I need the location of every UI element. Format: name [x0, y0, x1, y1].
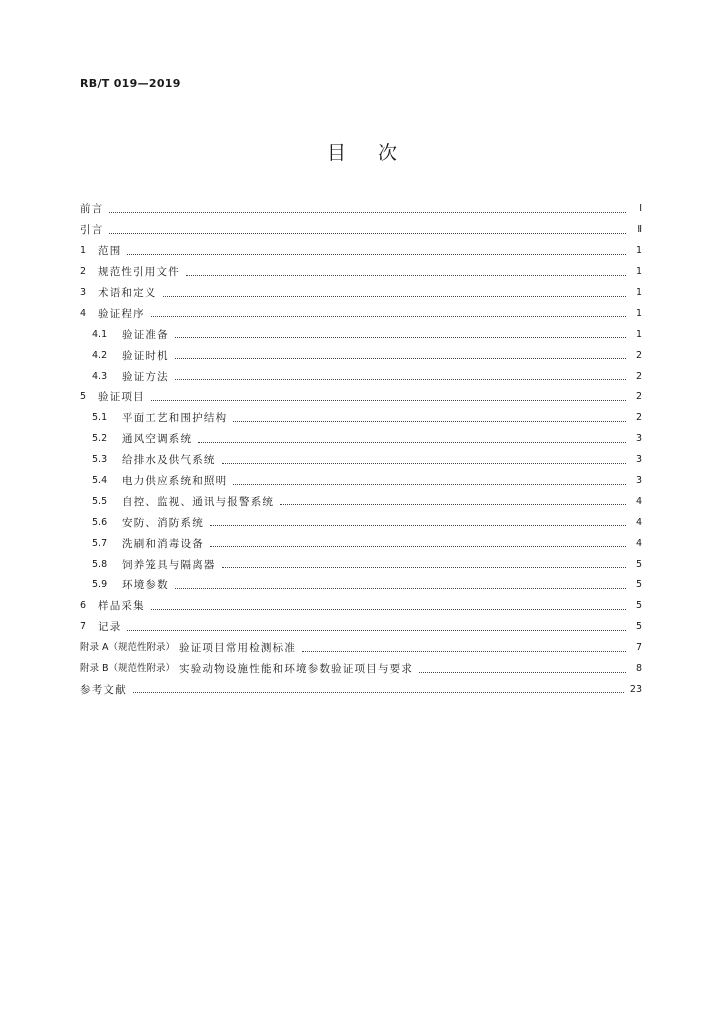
toc-entry[interactable]: [80, 262, 642, 283]
toc-entry[interactable]: [80, 450, 642, 471]
toc-entry-number: 6: [80, 600, 87, 612]
toc-leader-dots: [133, 692, 624, 693]
toc-entry-label: 范围: [98, 245, 122, 258]
toc-entry-number: 5.9: [92, 579, 108, 591]
toc-entry-page: 2: [635, 412, 642, 424]
toc-entry-number: 5.2: [92, 433, 108, 445]
toc-leader-dots: [151, 609, 626, 610]
toc-entry-page: 1: [635, 266, 642, 278]
toc-leader-dots: [175, 358, 626, 359]
toc-entry-label: 自控、监视、通讯与报警系统: [122, 495, 275, 508]
toc-entry-number: 5.8: [92, 558, 108, 570]
toc-entry[interactable]: [80, 617, 642, 638]
toc-entry-page: 1: [635, 328, 642, 340]
toc-entry-page: 5: [635, 600, 642, 612]
toc-leader-dots: [198, 442, 626, 443]
table-of-contents: [80, 199, 642, 700]
toc-leader-dots: [210, 525, 626, 526]
toc-entry[interactable]: [80, 387, 642, 408]
toc-entry-number: 5.3: [92, 454, 108, 466]
toc-entry[interactable]: [80, 220, 642, 241]
toc-leader-dots: [151, 400, 626, 401]
toc-leader-dots: [109, 233, 626, 234]
toc-entry[interactable]: [80, 429, 642, 450]
toc-entry-page: 3: [635, 433, 642, 445]
toc-entry-page: 1: [635, 245, 642, 257]
toc-entry-number: 2: [80, 266, 87, 278]
toc-leader-dots: [233, 484, 626, 485]
toc-entry-page: 2: [635, 391, 642, 403]
toc-entry-label: 环境参数: [122, 579, 169, 592]
toc-entry-label: 饲养笼具与隔离器: [122, 558, 216, 571]
toc-leader-dots: [175, 379, 626, 380]
toc-entry[interactable]: [80, 575, 642, 596]
toc-leader-dots: [222, 567, 626, 568]
toc-entry[interactable]: [80, 533, 642, 554]
toc-entry-page: 4: [635, 516, 642, 528]
toc-leader-dots: [222, 463, 626, 464]
toc-entry-page: 3: [635, 475, 642, 487]
toc-leader-dots: [233, 421, 626, 422]
toc-entry[interactable]: [80, 596, 642, 617]
toc-entry-page: 3: [635, 454, 642, 466]
toc-entry[interactable]: [80, 199, 642, 220]
toc-entry-label: 平面工艺和围护结构: [122, 412, 228, 425]
toc-entry-label: 通风空调系统: [122, 433, 193, 446]
toc-leader-dots: [302, 651, 626, 652]
toc-entry-page: 7: [635, 642, 642, 654]
toc-entry-label: 实验动物设施性能和环境参数验证项目与要求: [179, 663, 414, 676]
toc-entry-label: 验证准备: [122, 328, 169, 341]
toc-entry-label: 验证项目: [98, 391, 145, 404]
toc-entry-page: Ⅱ: [637, 224, 642, 236]
toc-entry-number: 3: [80, 287, 87, 298]
toc-entry-label: 洗刷和消毒设备: [122, 537, 204, 550]
toc-entry-number: 1: [80, 245, 87, 257]
toc-entry[interactable]: [80, 366, 642, 387]
toc-entry-page: 2: [635, 349, 642, 361]
toc-leader-dots: [175, 337, 626, 338]
toc-entry[interactable]: [80, 471, 642, 492]
toc-entry-number: 5.6: [92, 516, 108, 528]
toc-entry-label: 术语和定义: [98, 287, 157, 299]
toc-entry-label: 验证方法: [122, 370, 169, 383]
toc-entry[interactable]: [80, 303, 642, 324]
toc-entry-label: 验证时机: [122, 349, 169, 362]
toc-entry-page: 1: [635, 307, 642, 319]
toc-entry-page: 4: [635, 537, 642, 549]
toc-entry-label: 给排水及供气系统: [122, 454, 216, 467]
toc-entry-label: 验证程序: [98, 307, 145, 320]
toc-entry[interactable]: [80, 679, 642, 700]
toc-entry[interactable]: [80, 659, 642, 680]
toc-leader-dots: [280, 504, 626, 505]
toc-entry-number: 5.5: [92, 495, 108, 507]
toc-entry-page: 5: [635, 579, 642, 591]
toc-entry-label: 验证项目常用检测标准: [179, 642, 297, 655]
toc-entry[interactable]: [80, 408, 642, 429]
toc-entry-label: 样品采集: [98, 600, 145, 613]
toc-entry-number: 5.7: [92, 537, 108, 549]
toc-entry-number: 附录 B（规范性附录）: [80, 663, 176, 675]
toc-entry-number: 4: [80, 307, 87, 319]
toc-entry-page: 2: [635, 370, 642, 382]
toc-leader-dots: [127, 630, 626, 631]
toc-leader-dots: [210, 546, 626, 547]
toc-entry-page: 5: [635, 558, 642, 570]
toc-entry[interactable]: [80, 241, 642, 262]
toc-entry-page: Ⅰ: [639, 203, 642, 215]
toc-entry-number: 附录 A（规范性附录）: [80, 642, 176, 654]
toc-entry-number: 5: [80, 391, 87, 403]
toc-entry[interactable]: [80, 324, 642, 345]
page-title: 目次: [326, 142, 429, 164]
toc-entry-label: 规范性引用文件: [98, 266, 180, 279]
document-code: RB/T 019—2019: [80, 77, 181, 90]
toc-entry-number: 4.2: [92, 349, 108, 361]
toc-entry-page: 5: [635, 621, 642, 633]
toc-entry-label: 安防、消防系统: [122, 516, 204, 529]
toc-entry[interactable]: [80, 283, 642, 304]
toc-entry-number: 4.3: [92, 370, 108, 382]
toc-entry-page: 1: [635, 287, 642, 298]
toc-entry-page: 23: [629, 683, 642, 695]
toc-entry-number: 4.1: [92, 328, 108, 340]
toc-leader-dots: [163, 296, 627, 297]
toc-entry-page: 4: [635, 495, 642, 507]
toc-entry-label: 记录: [98, 621, 122, 634]
toc-entry[interactable]: [80, 512, 642, 533]
toc-entry[interactable]: [80, 554, 642, 575]
toc-entry[interactable]: [80, 491, 642, 512]
toc-entry-number: 5.4: [92, 475, 108, 487]
toc-leader-dots: [186, 275, 626, 276]
toc-entry-number: 5.1: [92, 412, 108, 424]
toc-entry[interactable]: [80, 638, 642, 659]
toc-leader-dots: [175, 588, 626, 589]
toc-leader-dots: [127, 254, 626, 255]
toc-leader-dots: [109, 212, 626, 213]
toc-leader-dots: [419, 672, 626, 673]
toc-entry-number: 7: [80, 621, 87, 633]
toc-entry[interactable]: [80, 345, 642, 366]
toc-leader-dots: [151, 316, 626, 317]
toc-entry-label: 前言: [80, 203, 104, 216]
toc-entry-label: 电力供应系统和照明: [122, 475, 228, 488]
toc-entry-page: 8: [635, 663, 642, 675]
toc-entry-label: 引言: [80, 224, 104, 237]
toc-entry-label: 参考文献: [80, 683, 127, 696]
